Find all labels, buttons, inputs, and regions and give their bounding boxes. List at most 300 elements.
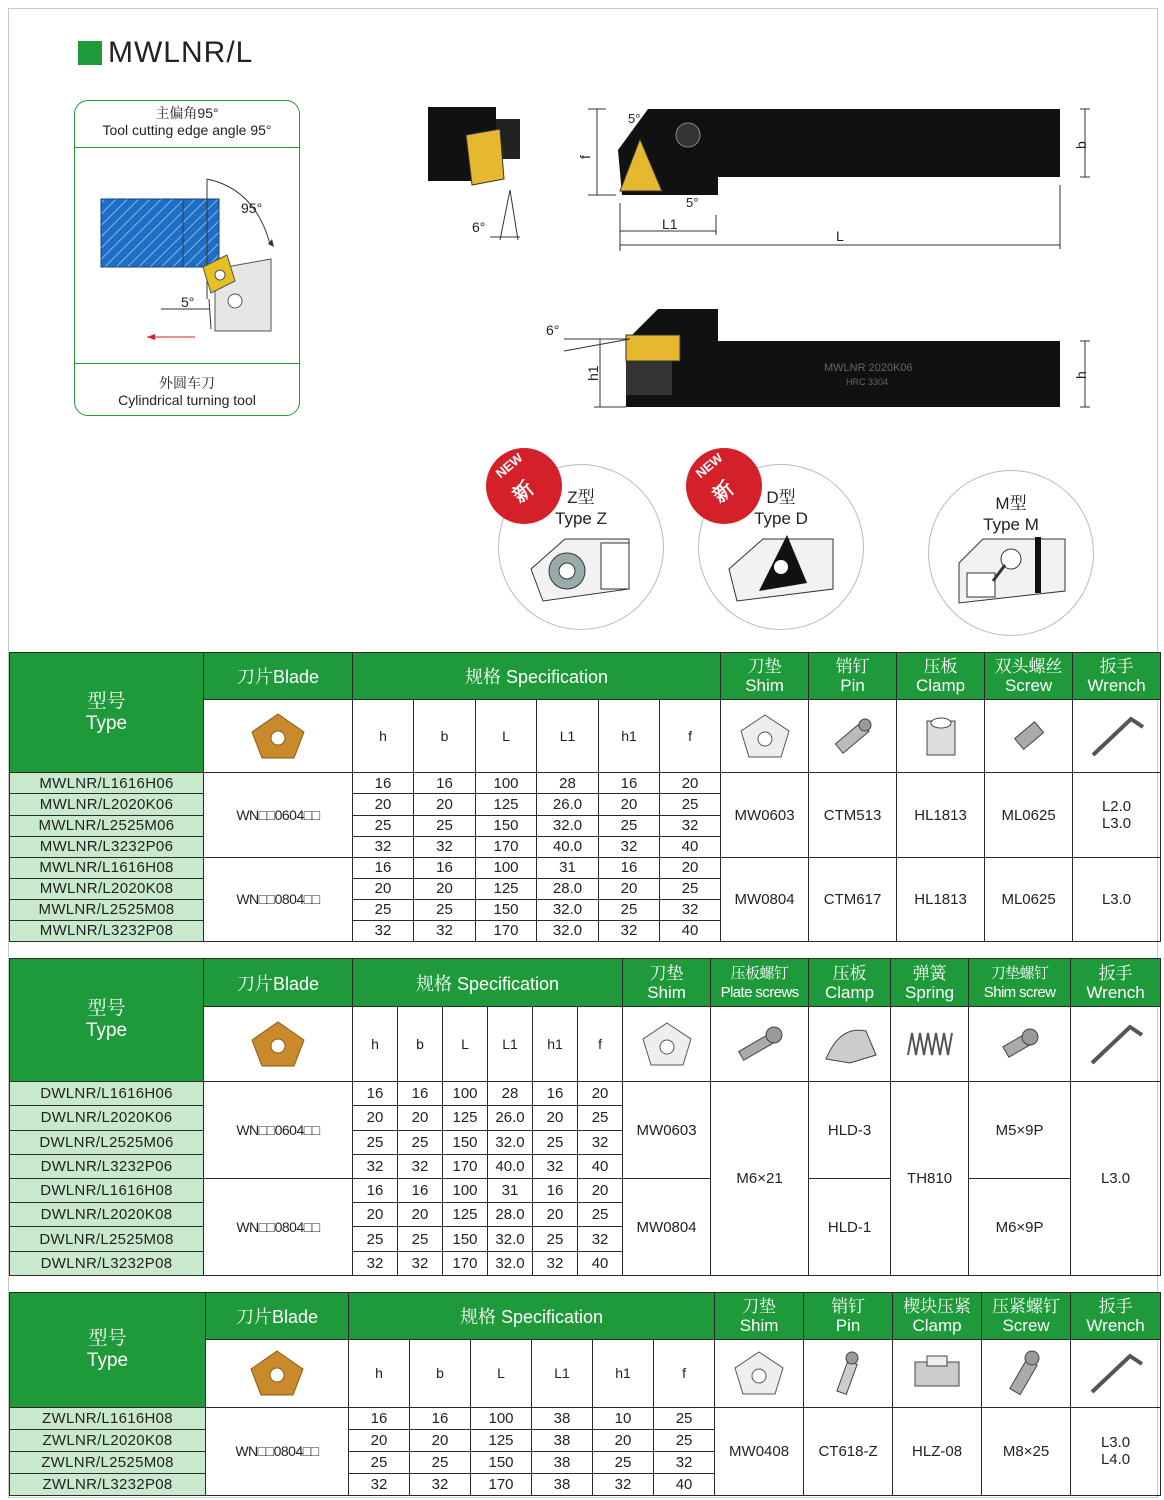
- table-cell: 28.0: [488, 1203, 533, 1227]
- table-cell: 25: [660, 878, 721, 899]
- clamp-code: HLZ-08: [893, 1407, 982, 1495]
- table-cell: 32: [353, 1154, 398, 1178]
- dim-L-header: L: [476, 700, 537, 773]
- cell-h: 16: [353, 773, 414, 794]
- cell-L1: 28: [537, 773, 599, 794]
- plate-screw-image: [711, 1007, 809, 1082]
- table-row-model: ZWLNR/L1616H08: [10, 1407, 206, 1429]
- table-cell: 20: [533, 1203, 578, 1227]
- clamp-header: [809, 959, 891, 1007]
- wrench-icon: [1087, 711, 1147, 761]
- table-cell: 32: [654, 1451, 715, 1473]
- shim-header: [715, 1293, 804, 1340]
- angle-panel-footer: [75, 375, 299, 409]
- table-cell: 38: [532, 1451, 593, 1473]
- shim-image: [715, 1340, 804, 1407]
- table-cell: 32.0: [537, 815, 599, 836]
- table-cell: 25: [353, 1130, 398, 1154]
- screw-code: ML0625: [985, 773, 1073, 857]
- table-cell: 25: [578, 1106, 623, 1130]
- table-cell: 25: [533, 1130, 578, 1154]
- dim-h1: h1: [585, 365, 601, 381]
- dim-h-header: h: [353, 700, 414, 773]
- angle-title-en: Tool cutting edge angle 95°: [102, 122, 272, 138]
- table-cell: 150: [471, 1451, 532, 1473]
- divider: [75, 363, 299, 364]
- new-badge-z: [486, 448, 562, 524]
- plate-screw-icon: [730, 1019, 790, 1069]
- header-label: Spring: [904, 982, 955, 1002]
- screw-header: [982, 1293, 1071, 1340]
- spec-table-dwlnr: [9, 958, 1161, 1276]
- table-cell: 100: [443, 1179, 488, 1203]
- clamp-icon: [820, 1019, 880, 1069]
- header-label: Clamp: [916, 676, 966, 696]
- insert-icon: [248, 710, 308, 762]
- dim-b-header: b: [410, 1340, 471, 1407]
- table-cell: 31: [488, 1179, 533, 1203]
- header-label: 销钉: [835, 657, 870, 677]
- angle-6-side: 6°: [546, 322, 560, 338]
- header-label: 刀垫螺钉: [990, 964, 1049, 982]
- table-cell: 32.0: [488, 1251, 533, 1275]
- screw-icon: [1001, 711, 1057, 761]
- table-cell: 20: [599, 878, 660, 899]
- table-cell: 28.0: [537, 878, 599, 899]
- dim-L1-header: L1: [532, 1340, 593, 1407]
- shim-header: [623, 959, 711, 1007]
- screw-image: [982, 1340, 1071, 1407]
- screw-code: M8×25: [982, 1407, 1071, 1495]
- pin-code: CTM617: [809, 857, 897, 941]
- header-label: 压板: [923, 657, 958, 677]
- header-label: 刀垫: [747, 657, 782, 677]
- table-row-model: ZWLNR/L2525M08: [10, 1451, 206, 1473]
- body-marking: MWLNR 2020K06: [824, 362, 913, 374]
- spec-header: 规格 Specification: [353, 653, 721, 700]
- table-cell: 25: [599, 899, 660, 920]
- wrench-image: [1071, 1007, 1161, 1082]
- header-label: L3.0: [1101, 815, 1132, 833]
- shim-header: [721, 653, 809, 700]
- dim-f-header: f: [654, 1340, 715, 1407]
- table-cell: 170: [443, 1154, 488, 1178]
- table-cell: 32: [353, 1251, 398, 1275]
- table-cell: 150: [476, 899, 537, 920]
- dim-L1: L1: [662, 216, 678, 232]
- type-header: [10, 959, 204, 1082]
- badge-new: NEW: [692, 450, 726, 481]
- header-label: Type: [85, 1020, 128, 1042]
- table-cell: 25: [654, 1429, 715, 1451]
- table-cell: 125: [476, 794, 537, 815]
- blade-header: 刀片Blade: [206, 1293, 349, 1340]
- shim-code: MW0603: [721, 773, 809, 857]
- table-cell: 170: [476, 920, 537, 941]
- type-m-circle: [928, 470, 1094, 636]
- table-cell: 150: [443, 1130, 488, 1154]
- table-cell: 32: [533, 1154, 578, 1178]
- table-cell: 150: [443, 1227, 488, 1251]
- table-cell: 25: [578, 1203, 623, 1227]
- spec-table-mwlnr: [9, 652, 1161, 942]
- table-cell: 25: [353, 899, 414, 920]
- table-row-model: MWLNR/L3232P06: [10, 836, 204, 857]
- clamp-code: HL1813: [897, 773, 985, 857]
- table-cell: 38: [532, 1429, 593, 1451]
- table-cell: 32.0: [488, 1227, 533, 1251]
- spec-header: 规格 Specification: [353, 959, 623, 1007]
- table-cell: 40.0: [537, 836, 599, 857]
- header-label: 双头螺丝: [994, 657, 1063, 677]
- wrench-code: L3.0: [1073, 857, 1161, 941]
- pin-header: [809, 653, 897, 700]
- header-label: Shim screw: [983, 983, 1056, 1001]
- table-cell: 20: [353, 1203, 398, 1227]
- table-row-model: DWLNR/L1616H08: [10, 1179, 204, 1203]
- table-cell: 170: [443, 1251, 488, 1275]
- wrench-code: [1071, 1407, 1161, 1495]
- table-cell: 25: [353, 1227, 398, 1251]
- type-m-illustration: [953, 533, 1071, 613]
- table-cell: 25: [593, 1451, 654, 1473]
- table-cell: 20: [353, 878, 414, 899]
- table-cell: 25: [414, 899, 476, 920]
- header-label: Plate screws: [720, 983, 799, 1001]
- cell-L: 100: [476, 773, 537, 794]
- table-cell: 20: [578, 1179, 623, 1203]
- clamp-code: HL1813: [897, 857, 985, 941]
- wrench-code: L3.0: [1071, 1082, 1161, 1276]
- table-cell: 25: [660, 794, 721, 815]
- header-label: 刀垫: [742, 1297, 777, 1317]
- footer-en: Cylindrical turning tool: [118, 392, 256, 408]
- table-cell: 32: [578, 1130, 623, 1154]
- header-label: Screw: [1002, 1316, 1050, 1336]
- table-cell: 40: [578, 1251, 623, 1275]
- wrench-icon: [1086, 1348, 1146, 1398]
- wrench-header: [1071, 959, 1161, 1007]
- shim-screw-code: M6×9P: [969, 1179, 1071, 1276]
- table-cell: 20: [353, 794, 414, 815]
- table-cell: 20: [410, 1429, 471, 1451]
- clamp-icon: [907, 1348, 967, 1398]
- screw-icon: [998, 1348, 1054, 1398]
- table-row-model: DWLNR/L2525M08: [10, 1227, 204, 1251]
- table-cell: 32: [398, 1154, 443, 1178]
- spring-image: [891, 1007, 969, 1082]
- badge-xin: 新: [508, 477, 539, 508]
- table-cell: 20: [414, 794, 476, 815]
- table-cell: 26.0: [488, 1106, 533, 1130]
- clamp-icon: [913, 711, 969, 761]
- table-cell: 31: [537, 857, 599, 878]
- table-cell: 32.0: [537, 899, 599, 920]
- pin-code: CTM513: [809, 773, 897, 857]
- type-d-en: Type D: [754, 509, 808, 528]
- angle-5-bottom: 5°: [686, 195, 699, 210]
- page-title: MWLNR/L: [108, 36, 254, 69]
- wrench-image: [1071, 1340, 1161, 1407]
- table-row-model: ZWLNR/L3232P08: [10, 1473, 206, 1495]
- table-cell: 20: [353, 1106, 398, 1130]
- dim-h-header: h: [353, 1007, 398, 1082]
- table-cell: 40: [660, 836, 721, 857]
- spring-header: [891, 959, 969, 1007]
- table-cell: 32: [410, 1473, 471, 1495]
- table-cell: 25: [398, 1227, 443, 1251]
- dim-L1-header: L1: [488, 1007, 533, 1082]
- dim-h1-header: h1: [599, 700, 660, 773]
- header-label: Screw: [1004, 676, 1053, 696]
- screw-code: ML0625: [985, 857, 1073, 941]
- clamp-header: [893, 1293, 982, 1340]
- type-d-cn: D型: [766, 488, 796, 507]
- type-m-en: Type M: [983, 515, 1039, 534]
- table-cell: 16: [353, 1179, 398, 1203]
- new-badge-d: [686, 448, 762, 524]
- header-label: Pin: [835, 1316, 861, 1336]
- table-cell: 20: [414, 878, 476, 899]
- dim-h-header: h: [349, 1340, 410, 1407]
- table-cell: 25: [410, 1451, 471, 1473]
- table-cell: 25: [353, 815, 414, 836]
- table-row-model: DWLNR/L2525M06: [10, 1130, 204, 1154]
- table-cell: 40.0: [488, 1154, 533, 1178]
- table-row-model: DWLNR/L2020K08: [10, 1203, 204, 1227]
- workpiece: [101, 199, 219, 267]
- table-row-model: DWLNR/L3232P06: [10, 1154, 204, 1178]
- clamp-code: HLD-3: [809, 1082, 891, 1179]
- shim-image: [623, 1007, 711, 1082]
- table-cell: 32.0: [537, 920, 599, 941]
- header-label: L2.0: [1101, 798, 1132, 816]
- blade-code: WN□□0604□□: [204, 1082, 353, 1179]
- wrench-header: [1071, 1293, 1161, 1340]
- dim-b: b: [1073, 141, 1089, 149]
- header-label: Shim: [647, 982, 686, 1002]
- header-label: 扳手: [1098, 1297, 1133, 1317]
- table-row-model: MWLNR/L3232P08: [10, 920, 204, 941]
- title-marker: [78, 41, 102, 65]
- table-cell: 40: [654, 1473, 715, 1495]
- header-label: Type: [85, 712, 128, 734]
- divider: [75, 147, 299, 148]
- type-z-en: Type Z: [555, 509, 607, 528]
- tool-drawing: [400, 95, 1100, 425]
- blade-image: [204, 1007, 353, 1082]
- table-row-model: DWLNR/L3232P08: [10, 1251, 204, 1275]
- clamp-image: [893, 1340, 982, 1407]
- dim-f: f: [577, 155, 593, 159]
- table-cell: 32: [398, 1251, 443, 1275]
- shim-image: [721, 700, 809, 773]
- table-cell: 170: [471, 1473, 532, 1495]
- clamp-code: HLD-1: [809, 1179, 891, 1276]
- dim-b-header: b: [398, 1007, 443, 1082]
- table-row-model: DWLNR/L2020K06: [10, 1106, 204, 1130]
- blade-image: [206, 1340, 349, 1407]
- table-cell: 32: [599, 920, 660, 941]
- blade-code: WN□□0604□□: [204, 773, 353, 857]
- shim-icon: [639, 1019, 695, 1069]
- table-cell: 16: [414, 857, 476, 878]
- spring-code: TH810: [891, 1082, 969, 1276]
- table-cell: 125: [476, 878, 537, 899]
- dim-L: L: [836, 228, 844, 244]
- table-cell: 32: [578, 1227, 623, 1251]
- table-cell: 16: [410, 1407, 471, 1429]
- spring-icon: [900, 1019, 960, 1069]
- body-marking-2: HRC 3304: [846, 377, 889, 387]
- table-cell: 20: [593, 1429, 654, 1451]
- clamp-image: [897, 700, 985, 773]
- table-cell: 16: [398, 1179, 443, 1203]
- angle-5-top: 5°: [628, 111, 641, 126]
- table-cell: 38: [532, 1473, 593, 1495]
- table-cell: 26.0: [537, 794, 599, 815]
- header-label: 型号: [87, 690, 126, 712]
- shim-code: MW0603: [623, 1082, 711, 1179]
- table-cell: 16: [349, 1407, 410, 1429]
- spec-header: 规格 Specification: [349, 1293, 715, 1340]
- plate-screw-code: M6×21: [711, 1082, 809, 1276]
- wrench-header: [1073, 653, 1161, 700]
- cell-f: 20: [660, 773, 721, 794]
- blade-code: WN□□0804□□: [206, 1407, 349, 1495]
- table-cell: 32: [414, 836, 476, 857]
- footer-cn: 外圆车刀: [159, 375, 215, 391]
- shim-screw-code: M5×9P: [969, 1082, 1071, 1179]
- pin-header: [804, 1293, 893, 1340]
- header-label: Shim: [739, 1316, 779, 1336]
- header-label: Wrench: [1086, 982, 1145, 1002]
- table-cell: 16: [533, 1082, 578, 1106]
- table-cell: 16: [353, 1082, 398, 1106]
- header-label: 压板: [832, 963, 867, 983]
- table-cell: 10: [593, 1407, 654, 1429]
- dim-h1-header: h1: [533, 1007, 578, 1082]
- table-row-model: MWLNR/L2020K08: [10, 878, 204, 899]
- insert-icon: [248, 1018, 308, 1070]
- shim-code: MW0804: [721, 857, 809, 941]
- header-label: L4.0: [1100, 1451, 1131, 1469]
- blade-header: 刀片Blade: [204, 653, 353, 700]
- table-cell: 25: [398, 1130, 443, 1154]
- header-label: Wrench: [1086, 1316, 1145, 1336]
- table-cell: 25: [349, 1451, 410, 1473]
- table-cell: 32: [353, 836, 414, 857]
- table-cell: 32: [349, 1473, 410, 1495]
- table-cell: 20: [599, 794, 660, 815]
- side-view-body: [626, 341, 1060, 407]
- dim-f-header: f: [660, 700, 721, 773]
- table-cell: 25: [654, 1407, 715, 1429]
- header-label: 销钉: [831, 1297, 866, 1317]
- table-cell: 125: [471, 1429, 532, 1451]
- header-label: 刀垫: [649, 963, 684, 983]
- header-label: Clamp: [912, 1316, 962, 1336]
- dim-b-header: b: [414, 700, 476, 773]
- header-label: 压紧螺钉: [992, 1297, 1061, 1317]
- table-cell: 16: [599, 857, 660, 878]
- table-cell: 100: [471, 1407, 532, 1429]
- type-z-cn: Z型: [567, 488, 595, 507]
- table-cell: 20: [578, 1082, 623, 1106]
- angle-95-label: 95°: [241, 200, 263, 216]
- blade-code: WN□□0804□□: [204, 857, 353, 941]
- table-cell: 32: [533, 1251, 578, 1275]
- type-header: [10, 1293, 206, 1408]
- blade-code: WN□□0804□□: [204, 1179, 353, 1276]
- pin-image: [804, 1340, 893, 1407]
- cutting-diagram: [75, 149, 299, 361]
- type-z-illustration: [525, 529, 639, 609]
- table-cell: 25: [533, 1227, 578, 1251]
- header-label: 扳手: [1099, 657, 1134, 677]
- blade-header: 刀片Blade: [204, 959, 353, 1007]
- cutting-angle-panel: [74, 100, 300, 416]
- pin-icon: [825, 711, 881, 761]
- header-label: Pin: [840, 676, 865, 696]
- wrench-icon: [1086, 1019, 1146, 1069]
- dim-f-header: f: [578, 1007, 623, 1082]
- table-cell: 40: [578, 1154, 623, 1178]
- cell-b: 16: [414, 773, 476, 794]
- page-header: [78, 36, 253, 70]
- table-cell: 20: [398, 1106, 443, 1130]
- clamp-header: [897, 653, 985, 700]
- table-cell: 16: [398, 1082, 443, 1106]
- angle-title-cn: 主偏角95°: [155, 105, 219, 121]
- shim-code: MW0804: [623, 1179, 711, 1276]
- badge-xin: 新: [708, 477, 739, 508]
- table-cell: 150: [476, 815, 537, 836]
- pin-image: [809, 700, 897, 773]
- table-cell: 32: [660, 899, 721, 920]
- blade-image: [204, 700, 353, 773]
- header-label: 压板螺钉: [730, 964, 789, 982]
- table-cell: 28: [488, 1082, 533, 1106]
- table-row-model: MWLNR/L1616H06: [10, 773, 204, 794]
- angle-6-top: 6°: [472, 219, 486, 235]
- table-row-model: MWLNR/L1616H08: [10, 857, 204, 878]
- table-cell: 125: [443, 1203, 488, 1227]
- table-cell: 40: [660, 920, 721, 941]
- header-label: L3.0: [1100, 1434, 1131, 1452]
- table-cell: 32: [414, 920, 476, 941]
- table-cell: 32: [660, 815, 721, 836]
- cell-h1: 16: [599, 773, 660, 794]
- dim-L-header: L: [443, 1007, 488, 1082]
- table-cell: 20: [660, 857, 721, 878]
- pin-icon: [820, 1348, 876, 1398]
- table-cell: 38: [532, 1407, 593, 1429]
- dim-h1-header: h1: [593, 1340, 654, 1407]
- spec-table-zwlnr: [9, 1292, 1161, 1496]
- header-label: Type: [86, 1349, 129, 1371]
- plate-screw-header: [711, 959, 809, 1007]
- dim-L1-header: L1: [537, 700, 599, 773]
- screw-image: [985, 700, 1073, 773]
- shim-screw-icon: [992, 1019, 1048, 1069]
- end-view-insert: [466, 129, 504, 185]
- side-view-insert: [626, 335, 680, 361]
- table-cell: 25: [414, 815, 476, 836]
- type-d-illustration: [723, 529, 837, 609]
- pin-code: CT618-Z: [804, 1407, 893, 1495]
- table-cell: 25: [599, 815, 660, 836]
